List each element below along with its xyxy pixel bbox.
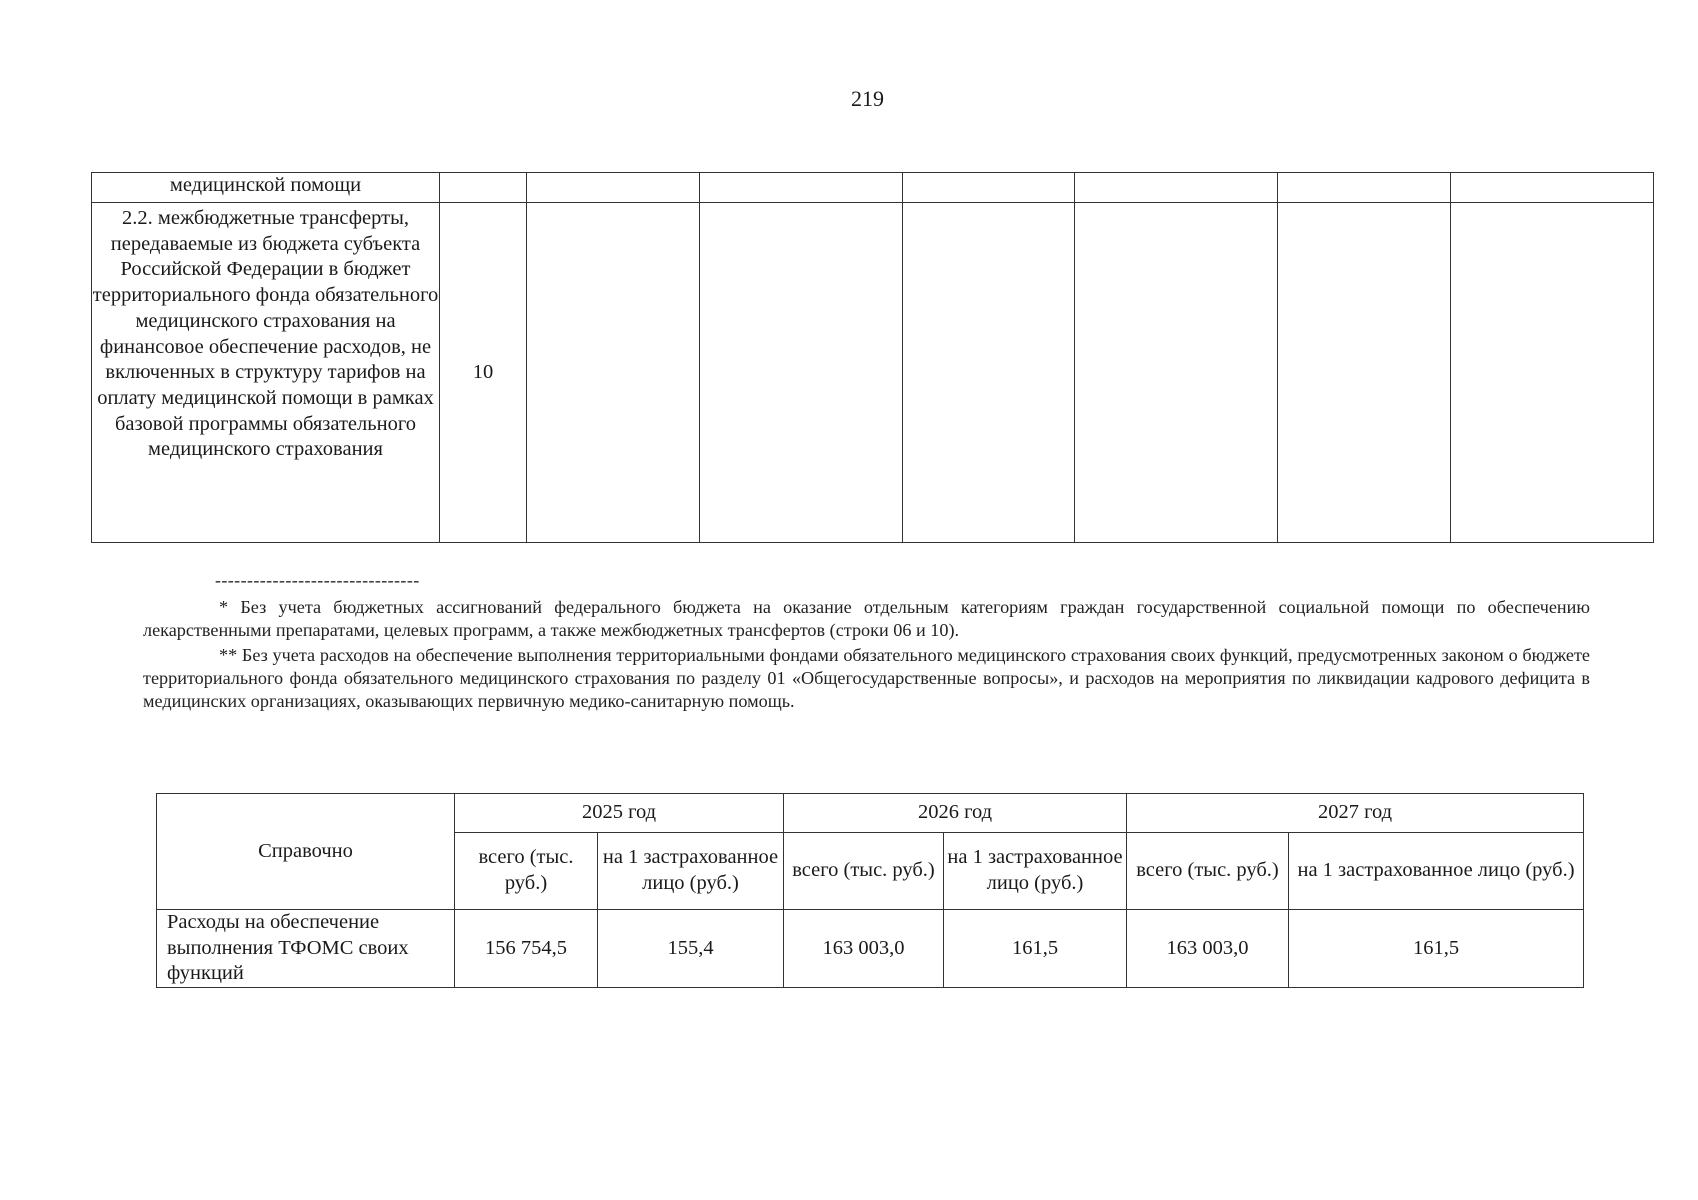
year-header-row [157,794,1584,833]
value-cell: 163 003,0 [1127,910,1289,988]
empty-cell [1075,173,1278,203]
year-header-2025: 2025 год [455,794,784,833]
row-code: 10 [440,203,527,543]
subheader-total: всего (тыс. руб.) [455,833,598,910]
footnote-1-text: * Без учета бюджетных ассигнований федерального бюджета на оказание отдельным категориям граждан государственной социальной помощи по обеспечению лекарственными препаратами, целевых программ, а также межбюджетных трансфертов (строки 06 и 10). [143,597,1590,640]
upper-table [91,172,1654,543]
empty-cell [903,203,1075,543]
row-label: Расходы на обеспечение выполнения ТФОМС своих функций [157,910,455,988]
empty-cell [700,173,903,203]
empty-cell [700,203,903,543]
empty-cell [1451,203,1654,543]
subheader-total: всего (тыс. руб.) [1127,833,1289,910]
empty-cell [527,203,700,543]
empty-cell [1451,173,1654,203]
value-cell: 161,5 [944,910,1127,988]
footnote-2-text: ** Без учета расходов на обеспечение выполнения территориальными фондами обязательного медицинского страхования своих функций, предусмотренных законом о бюджете территориального фонда обязательного медицинского страхования по разделу 01 «Общегосударственные вопросы», и расходов на мероприятия по ликвидации кадрового дефицита в медицинских организациях, оказывающих первичную медико-санитарную помощь. [143,645,1590,711]
empty-cell [1075,203,1278,543]
empty-cell [1278,173,1451,203]
row-label: медицинской помощи [92,173,440,203]
value-cell: 163 003,0 [784,910,944,988]
empty-cell [527,173,700,203]
value-cell: 155,4 [598,910,784,988]
empty-cell [903,173,1075,203]
row-label: 2.2. межбюджетные трансферты, передаваемые из бюджета субъекта Российской Федерации в бюджет территориального фонда обязательного медицинского страхования на финансовое обеспечение расходов, не включенных в структуру тарифов на оплату медицинской помощи в рамках базовой программы обязательного медицинского страхования [92,203,440,543]
table-row [157,910,1584,988]
subheader-per-insured: на 1 застрахованное лицо (руб.) [1289,833,1584,910]
row-code [440,173,527,203]
subheader-per-insured: на 1 застрахованное лицо (руб.) [944,833,1127,910]
footnote-separator: -------------------------------- [215,570,420,590]
footnote-2 [143,644,1590,713]
page-number: 219 [851,86,884,111]
table-row [92,173,1654,203]
value-cell: 156 754,5 [455,910,598,988]
subheader-total: всего (тыс. руб.) [784,833,944,910]
reference-table [156,793,1584,988]
corner-header: Справочно [157,794,455,910]
year-header-2026: 2026 год [784,794,1127,833]
value-cell: 161,5 [1289,910,1584,988]
footnote-1 [143,596,1590,642]
subheader-per-insured: на 1 застрахованное лицо (руб.) [598,833,784,910]
empty-cell [1278,203,1451,543]
table-row [92,203,1654,543]
year-header-2027: 2027 год [1127,794,1584,833]
